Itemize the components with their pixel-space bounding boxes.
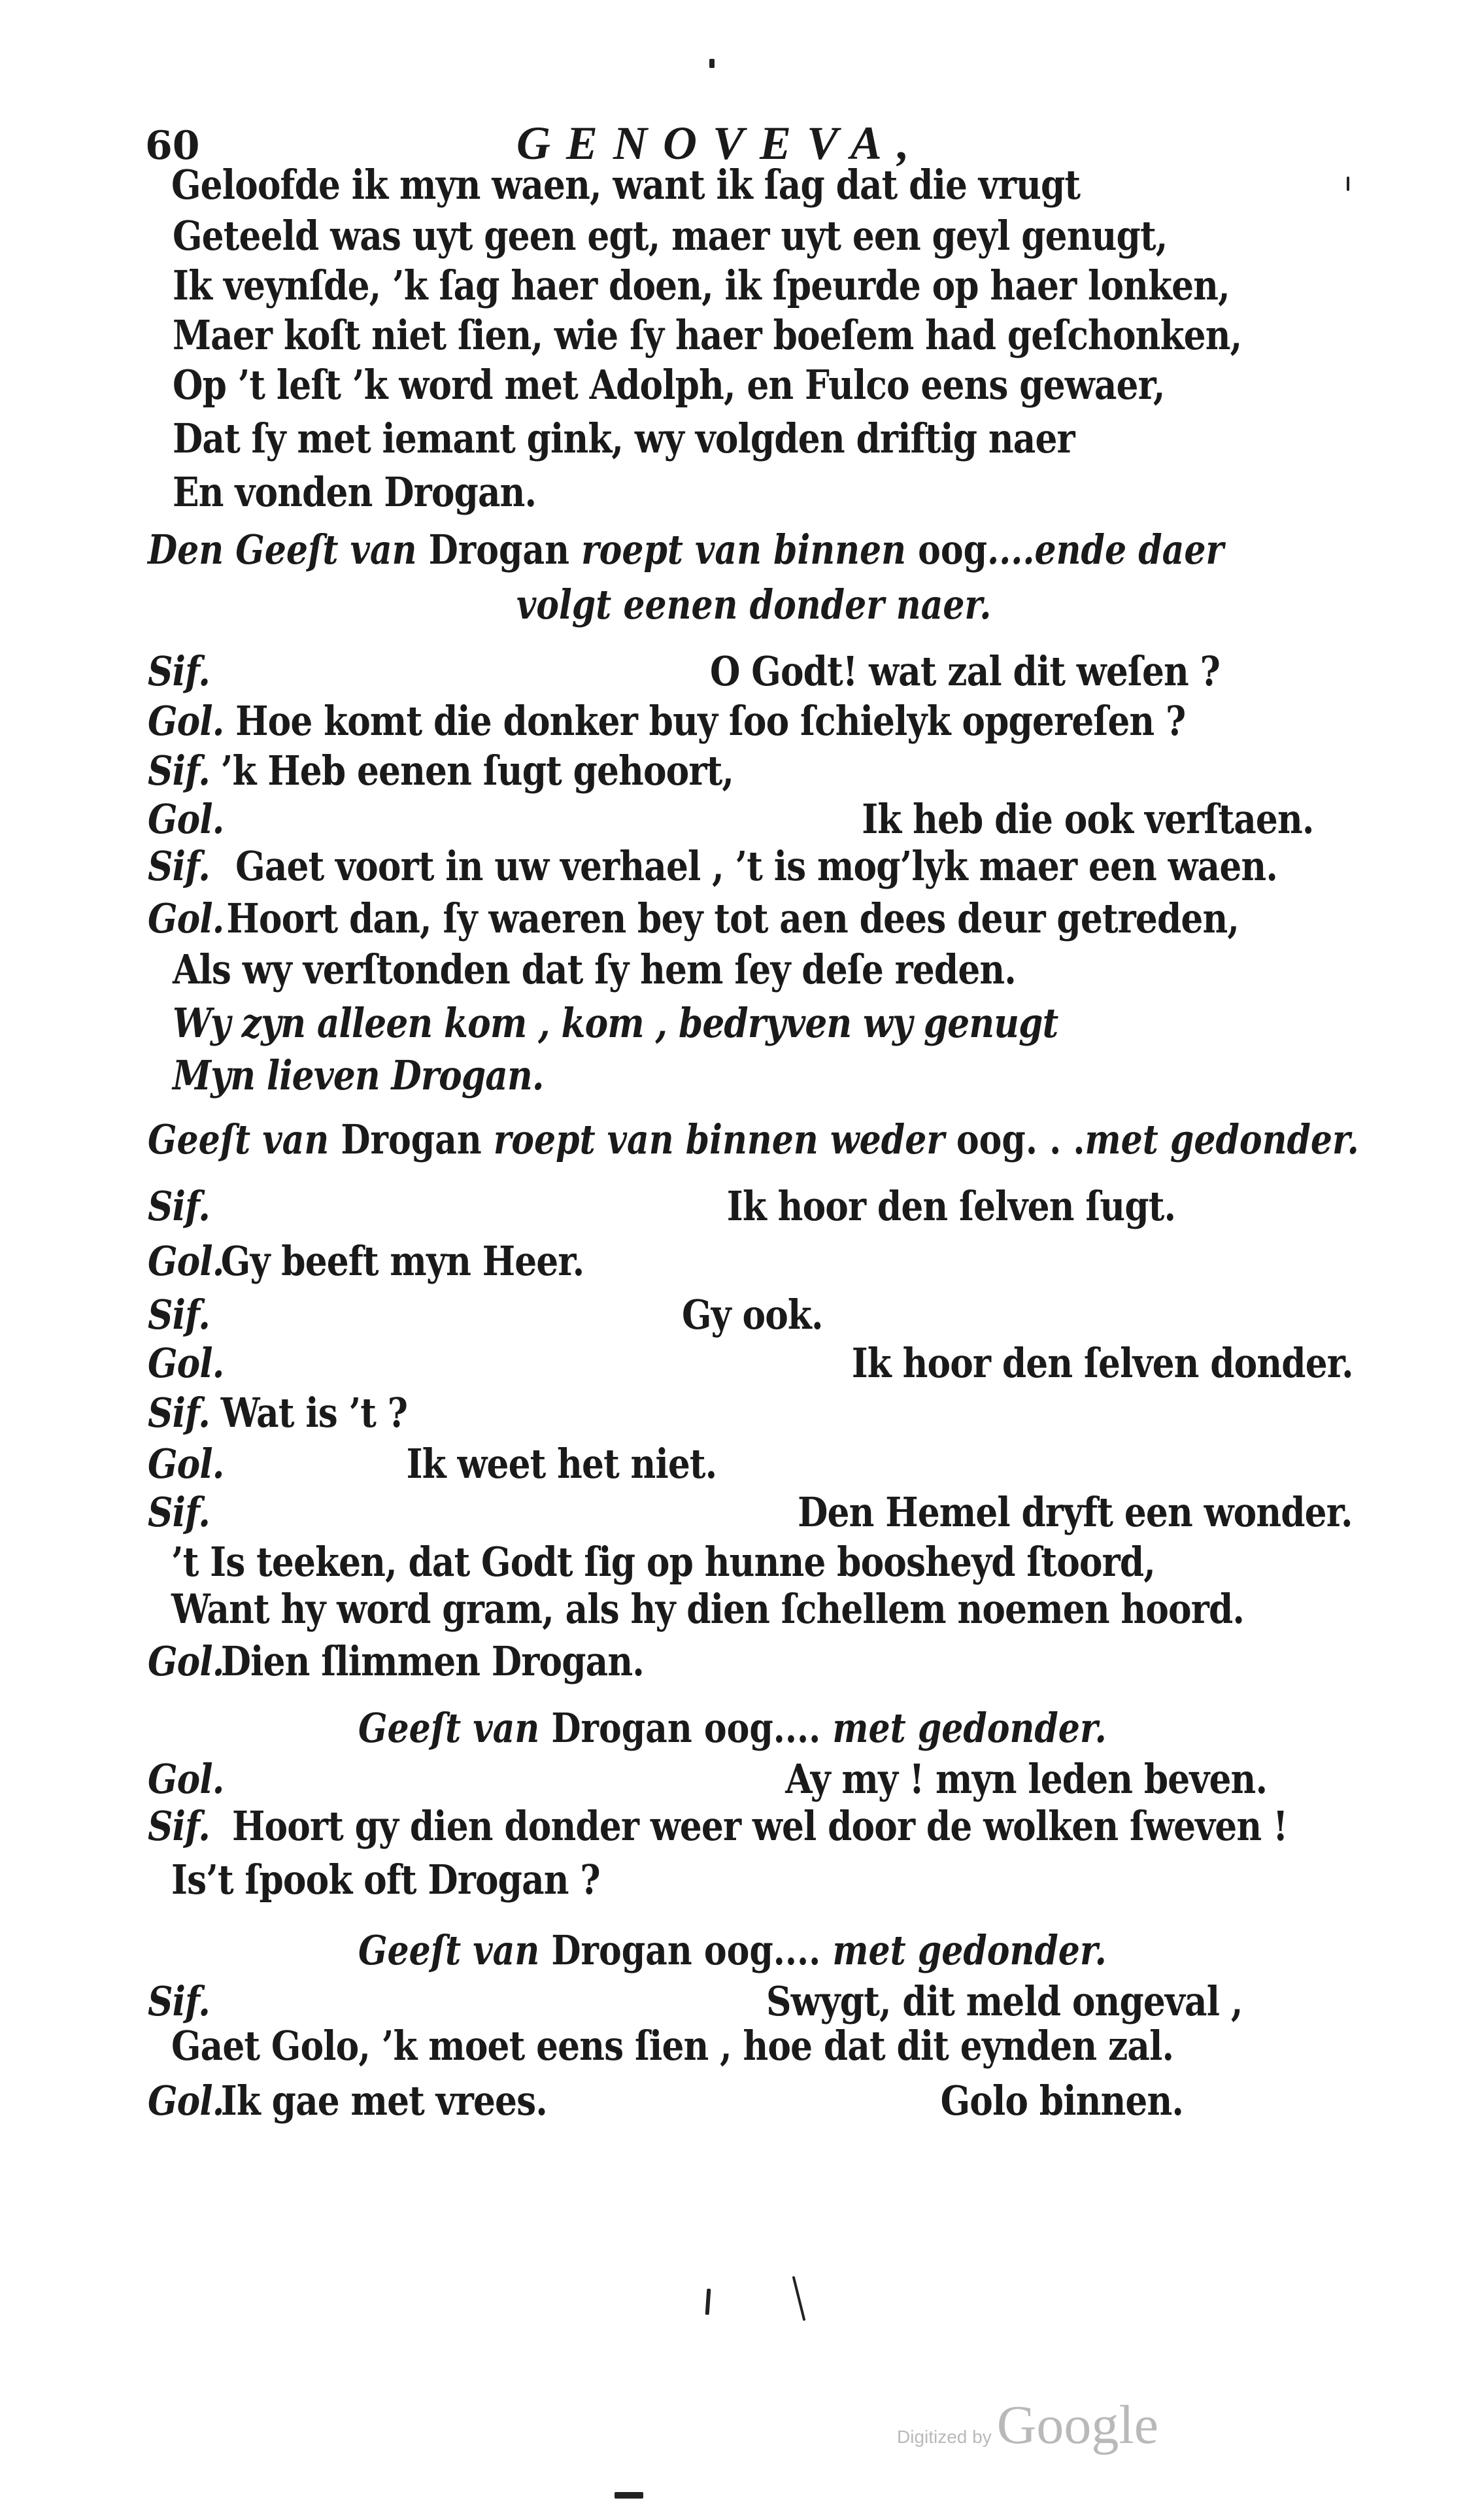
speech-text: Wat is ’t ? bbox=[220, 1389, 408, 1437]
verse-line: Als wy verſtonden dat ſy hem ſey deſe reden. bbox=[173, 946, 1017, 993]
speech-text: Ay my ! myn leden beven. bbox=[785, 1755, 1268, 1803]
speaker-label: Sif. bbox=[148, 1182, 210, 1230]
stage-text-italic: met gedonder. bbox=[820, 1926, 1107, 1974]
stage-text-italic: roept van binnen weder bbox=[481, 1116, 956, 1163]
stage-direction-continued: volgt eenen donder naer. bbox=[516, 581, 992, 628]
speech-text: O Godt! wat zal dit weſen ? bbox=[710, 647, 1221, 695]
google-watermark bbox=[897, 2393, 1158, 2457]
scan-speck bbox=[709, 59, 715, 68]
speaker-label: Gol. bbox=[148, 1637, 224, 1685]
stage-text-italic: Den Geeſt van bbox=[148, 526, 429, 573]
speaker-label: Sif. bbox=[148, 747, 210, 794]
verse-line: Maer koſt niet ſien, wie ſy haer boeſem had geſchonken, bbox=[173, 311, 1242, 359]
watermark-prefix: Digitized by bbox=[897, 2427, 992, 2447]
stage-text-italic: met gedonder. bbox=[1085, 1116, 1359, 1163]
speech-text: Ik weet het niet. bbox=[406, 1440, 717, 1488]
speech-text: Gaet voort in uw verhael , ’t is mog’lyk maer een waen. bbox=[235, 842, 1278, 890]
speaker-label: Gol. bbox=[148, 795, 224, 843]
stage-text-italic: Geeſt van bbox=[148, 1116, 341, 1163]
stage-direction bbox=[148, 526, 1224, 573]
speaker-label: Sif. bbox=[148, 842, 210, 890]
stage-text-italic: Geeſt van bbox=[358, 1704, 552, 1752]
stage-text-italic: met gedonder. bbox=[820, 1704, 1107, 1752]
stage-direction bbox=[358, 1704, 1107, 1752]
speaker-label: Sif. bbox=[148, 1389, 210, 1437]
stage-direction bbox=[358, 1926, 1107, 1974]
exit-direction: Golo binnen. bbox=[940, 2077, 1184, 2125]
page-number: 60 bbox=[145, 123, 200, 169]
verse-line-italic: Wy zyn alleen kom , kom , bedryven wy genugt bbox=[173, 999, 1058, 1047]
verse-line: Op ’t leſt ’k word met Adolph, en Fulco eens gewaer, bbox=[173, 361, 1165, 409]
stage-text-italic: roept van binnen bbox=[569, 526, 919, 573]
verse-line: Geloofde ik myn waen, want ik ſag dat die vrugt bbox=[171, 161, 1081, 209]
speech-text: Dien ſlimmen Drogan. bbox=[220, 1637, 644, 1685]
speech-text: ’k Heb eenen ſugt gehoort, bbox=[220, 747, 734, 794]
speaker-label: Gol. bbox=[148, 1339, 224, 1387]
speech-text: Gy ook. bbox=[682, 1291, 823, 1339]
verse-line: Want hy word gram, als hy dien ſchellem noemen hoord. bbox=[171, 1585, 1245, 1633]
speech-text: Ik hoor den ſelven ſugt. bbox=[726, 1182, 1176, 1230]
speech-text: Swygt, dit meld ongeval , bbox=[766, 1977, 1243, 2025]
speech-text: Gy beeft myn Heer. bbox=[220, 1237, 584, 1285]
speaker-label: Gol. bbox=[148, 1755, 224, 1803]
stage-text-italic: ....ende daer bbox=[987, 526, 1224, 573]
speech-text: Hoort gy dien donder weer wel door de wolken ſweven ! bbox=[232, 1802, 1288, 1850]
stage-text-roman: Drogan bbox=[341, 1116, 482, 1163]
verse-line: Dat ſy met iemant gink, wy volgden driftig naer bbox=[173, 415, 1075, 462]
speech-text: Den Hemel dryft een wonder. bbox=[798, 1488, 1353, 1536]
speaker-label: Sif. bbox=[148, 1802, 210, 1850]
stage-text-roman: Drogan oog.... bbox=[551, 1926, 821, 1974]
stage-direction bbox=[148, 1116, 1359, 1163]
scan-speck bbox=[705, 2289, 711, 2315]
stage-text-roman: Drogan bbox=[428, 526, 570, 573]
stage-text-roman: oog bbox=[918, 526, 988, 573]
speaker-label: Gol. bbox=[148, 1237, 224, 1285]
speech-text: Hoe komt die donker buy ſoo ſchielyk opgereſen ? bbox=[235, 697, 1186, 745]
verse-line: Geteeld was uyt geen egt, maer uyt een geyl genugt, bbox=[173, 212, 1168, 260]
speaker-label: Gol. bbox=[148, 1440, 224, 1488]
speaker-label: Sif. bbox=[148, 647, 210, 695]
speech-text: Ik hoor den ſelven donder. bbox=[851, 1339, 1353, 1387]
stage-text-roman: Drogan oog.... bbox=[551, 1704, 821, 1752]
stage-text-italic: Geeſt van bbox=[358, 1926, 552, 1974]
verse-line: Gaet Golo, ’k moet eens ſien , hoe dat dit eynden zal. bbox=[171, 2022, 1174, 2070]
speech-text: Ik heb die ook verſtaen. bbox=[862, 795, 1314, 843]
scan-speck bbox=[792, 2276, 806, 2321]
verse-line: Ik veynſde, ’k ſag haer doen, ik ſpeurde op haer lonken, bbox=[173, 262, 1230, 309]
speaker-label: Sif. bbox=[148, 1977, 210, 2025]
speaker-label: Sif. bbox=[148, 1488, 210, 1536]
speaker-label: Gol. bbox=[148, 895, 224, 942]
google-logo-text: Google bbox=[996, 2395, 1159, 2455]
speaker-label: Gol. bbox=[148, 697, 224, 745]
scan-speck bbox=[615, 2492, 643, 2499]
speech-text: Hoort dan, ſy waeren bey tot aen dees deur getreden, bbox=[226, 895, 1239, 942]
speaker-label: Sif. bbox=[148, 1291, 210, 1339]
verse-line: En vonden Drogan. bbox=[173, 468, 537, 516]
verse-line: ’t Is teeken, dat Godt ſig op hunne boosheyd ſtoord, bbox=[171, 1538, 1155, 1586]
speech-text: Ik gae met vrees. bbox=[220, 2077, 547, 2125]
scan-speck bbox=[1347, 177, 1349, 191]
running-title: GENOVEVA, bbox=[516, 117, 925, 169]
speaker-label: Gol. bbox=[148, 2077, 224, 2125]
verse-line: Is’t ſpook oft Drogan ? bbox=[171, 1856, 600, 1904]
verse-line-italic: Myn lieven Drogan. bbox=[173, 1051, 544, 1099]
stage-text-roman: oog. . . bbox=[956, 1116, 1085, 1163]
